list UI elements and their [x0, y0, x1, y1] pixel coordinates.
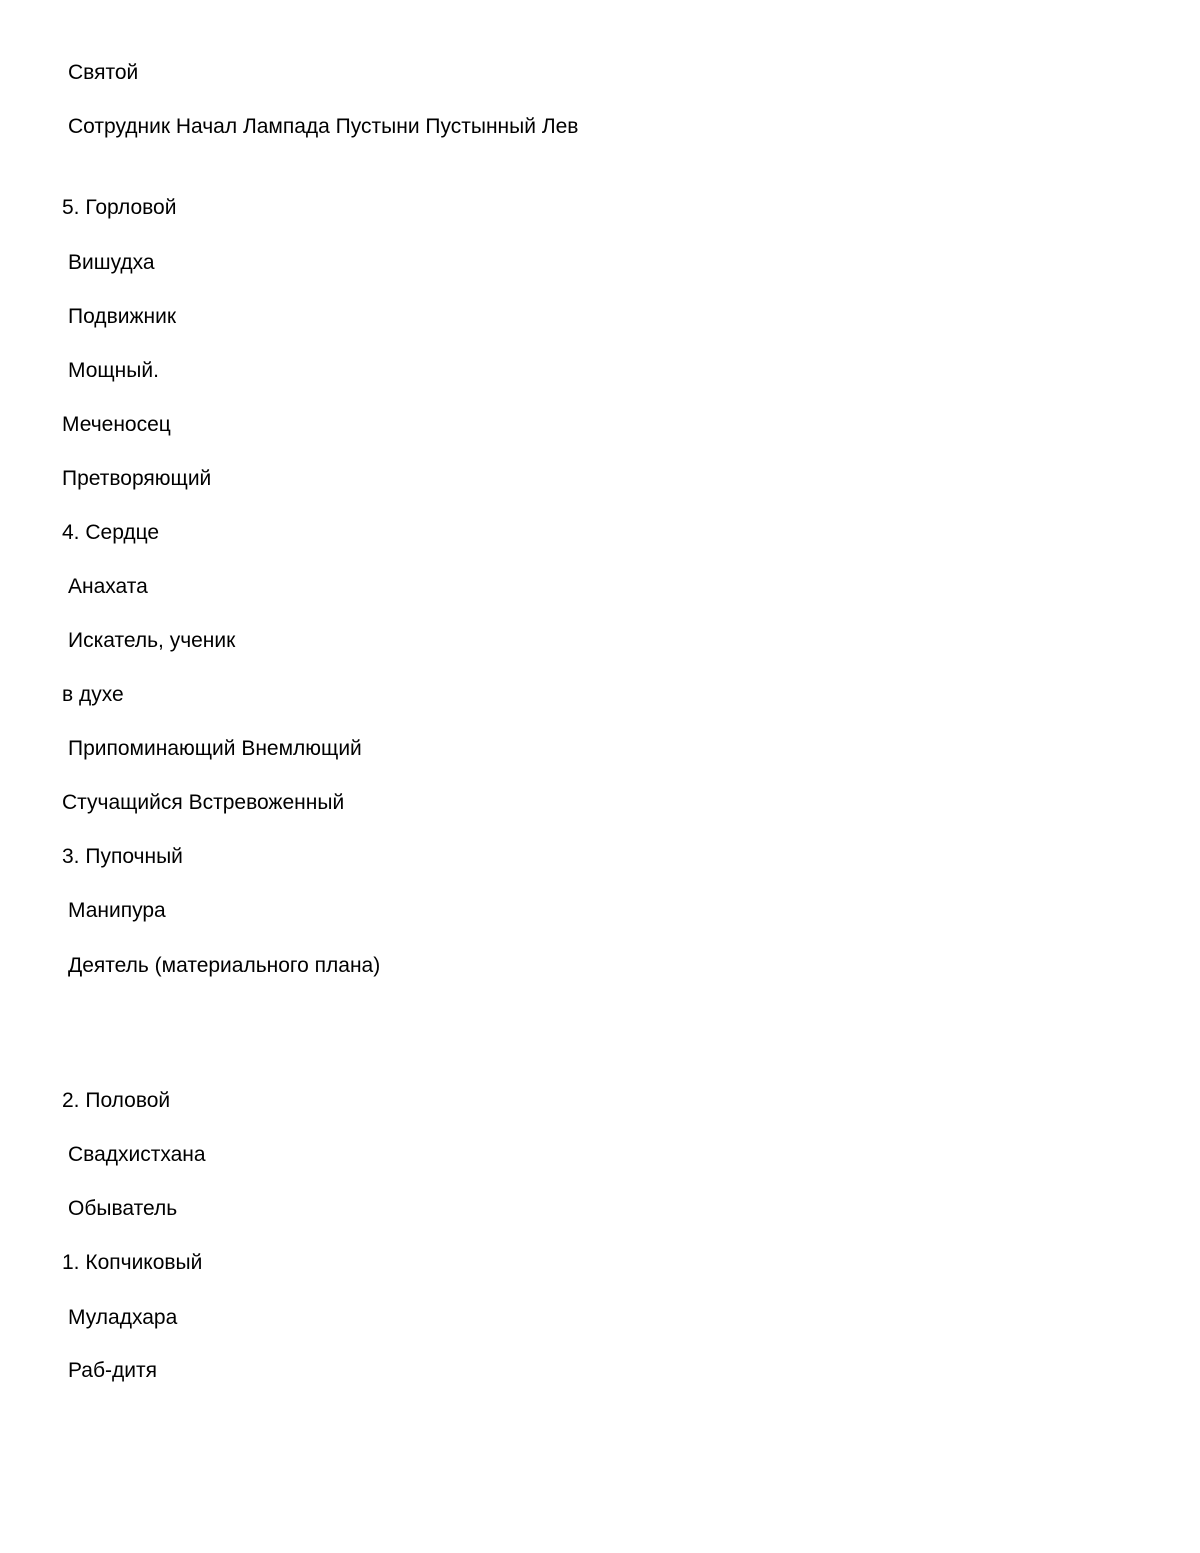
- text-line: Анахата: [68, 575, 148, 598]
- text-line: Вишудха: [68, 251, 155, 274]
- text-line: Претворяющий: [62, 467, 212, 490]
- text-line: Святой: [68, 61, 139, 84]
- section-heading: 4. Сердце: [62, 521, 160, 544]
- text-line: Сотрудник Начал Лампада Пустыни Пустынный Лев: [68, 115, 579, 138]
- text-line: Муладхара: [68, 1306, 178, 1329]
- section-heading: 3. Пупочный: [62, 845, 183, 868]
- section-heading: 5. Горловой: [62, 196, 177, 219]
- text-line: Деятель (материального плана): [68, 954, 381, 977]
- text-line: Меченосец: [62, 413, 171, 436]
- section-heading: 1. Копчиковый: [62, 1251, 203, 1274]
- text-line: Манипура: [68, 899, 166, 922]
- text-line: Обыватель: [68, 1197, 178, 1220]
- text-line: Свадхистхана: [68, 1143, 206, 1166]
- section-heading: 2. Половой: [62, 1089, 171, 1112]
- text-line: Искатель, ученик: [68, 629, 236, 652]
- text-line: Припоминающий Внемлющий: [68, 737, 362, 760]
- text-line: в духе: [62, 683, 124, 706]
- text-line: Стучащийся Встревоженный: [62, 791, 345, 814]
- text-line: Подвижник: [68, 305, 177, 328]
- text-line: Раб-дитя: [68, 1359, 157, 1382]
- text-line: Мощный.: [68, 359, 159, 382]
